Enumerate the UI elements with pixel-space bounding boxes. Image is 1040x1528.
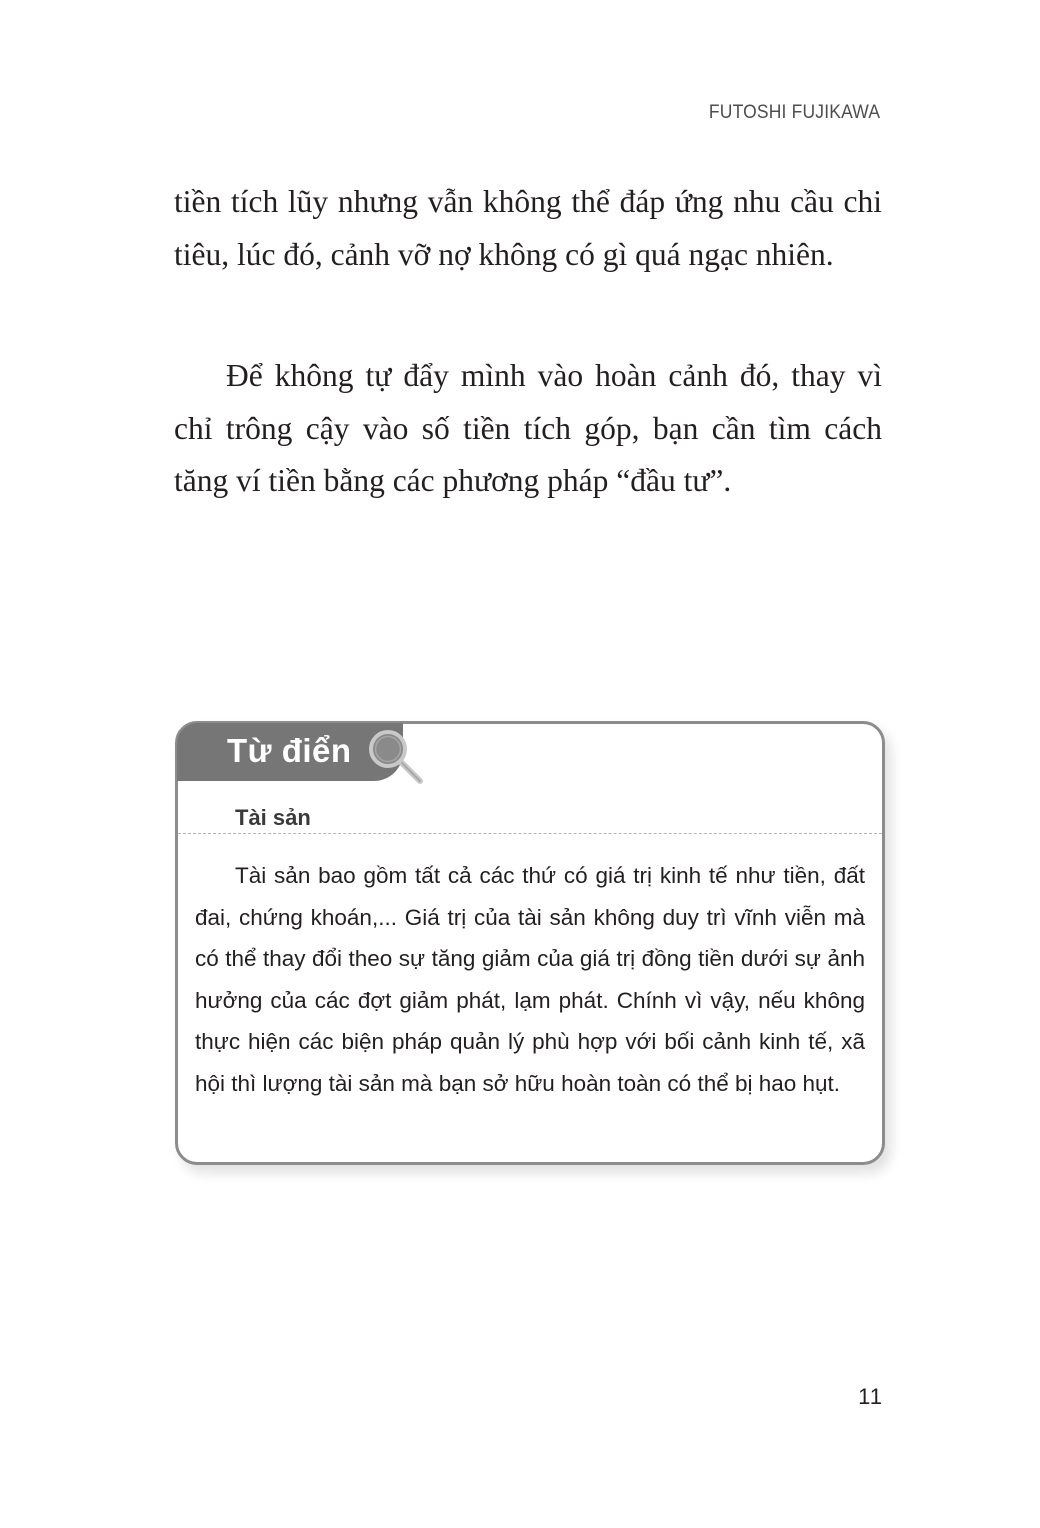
dictionary-term: Tài sản: [235, 805, 311, 830]
paragraph-text: Để không tự đẩy mình vào hoàn cảnh đó, thay vì chỉ trông cậy vào số tiền tích góp, bạn cần tìm cách tăng ví tiền bằng các phương pháp “đầu tư”.: [174, 358, 882, 498]
paragraph-text: tiền tích lũy nhưng vẫn không thể đáp ứng nhu cầu chi tiêu, lúc đó, cảnh vỡ nợ không có gì quá ngạc nhiên.: [174, 184, 882, 272]
body-paragraph-1: [174, 176, 882, 281]
dictionary-definition: Tài sản bao gồm tất cả các thứ có giá trị kinh tế như tiền, đất đai, chứng khoán,... Giá trị của tài sản không duy trì vĩnh viễn mà có thể thay đổi theo sự tăng giảm của giá trị đồng tiền dưới sự ảnh hưởng của các đợt giảm phát, lạm phát. Chính vì vậy, nếu không thực hiện các biện pháp quản lý phù hợp với bối cảnh kinh tế, xã hội thì lượng tài sản mà bạn sở hữu hoàn toàn có thể bị hao hụt.: [195, 863, 865, 1096]
page-number: 11: [858, 1384, 883, 1409]
running-header-author: FUTOSHI FUJIKAWA: [708, 102, 880, 123]
body-paragraph-2: [174, 350, 882, 508]
magnifier-icon: [366, 727, 426, 787]
dictionary-box: [175, 721, 885, 1165]
dictionary-title: Từ điển: [227, 732, 352, 769]
term-divider: [178, 833, 882, 834]
